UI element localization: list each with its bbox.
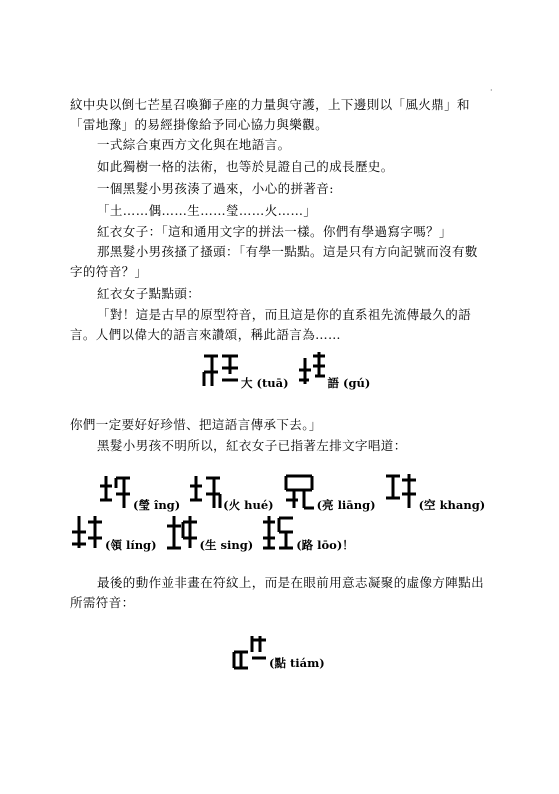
rune-glyph-liang: [282, 472, 316, 512]
symbol-row-1: [202, 350, 378, 390]
paragraph-12: 最後的動作並非畫在符紋上，而是在眼前用意志凝聚的虛像方陣點出所需符音：: [70, 575, 485, 610]
symbol-label: (生 sing): [199, 538, 254, 552]
paragraph-11: 黑髮小男孩不明所以，紅衣女子已指著左排文字唱道：: [97, 438, 407, 453]
rune-glyph-ing: [98, 472, 132, 512]
symbol-label: (火 hué): [223, 498, 274, 512]
paragraph-9: 「對！這是古早的原型符音，而且這是你的直系祖先流傳最久的語言。人們以偉大的語言來讚頌，稱此語言為……: [70, 307, 472, 342]
paragraph-8: 紅衣女子點點頭：: [97, 286, 201, 301]
symbol-label: (瑩 îng): [133, 498, 181, 512]
rune-glyph-sing: [165, 512, 199, 552]
symbol-row-2: [98, 472, 493, 512]
symbol-label: (領 líng): [105, 538, 157, 552]
symbol-row-4: [232, 632, 333, 670]
rune-glyph-2: [297, 350, 327, 390]
paragraph-3: 如此獨樹一格的法術，也等於見證自己的成長歷史。: [97, 159, 394, 174]
paragraph-10: 你們一定要好好珍惜、把這語言傳承下去。」: [70, 417, 322, 432]
paragraph-5: 「土……偶……生……瑩……火……」: [97, 203, 317, 218]
symbol-label: (空 khang): [418, 498, 486, 512]
paragraph-7: 那黑髮小男孩搔了搔頭：「有學一點點。這是只有方向記號而沒有數字的符音？」: [70, 244, 478, 279]
rune-glyph-hue: [188, 472, 222, 512]
paragraph-1: 紋中央以倒七芒星召喚獅子座的力量與守護，上下邊則以「風火鼎」和「雷地豫」的易經掛像給予同心協力與樂觀。: [70, 97, 470, 132]
rune-glyph-1: [202, 350, 240, 390]
symbol-label: 大 (tuā): [241, 376, 289, 390]
paragraph-2: 一式綜合東西方文化與在地語言。: [97, 137, 291, 152]
symbol-row-3: [70, 512, 362, 552]
symbol-label: (路 lōo)！: [296, 538, 354, 552]
symbol-label: (點 tiám): [269, 656, 325, 670]
rune-glyph-ling: [70, 512, 104, 552]
symbol-label: 語 (gú): [327, 376, 371, 390]
rune-glyph-tiam: [232, 632, 268, 670]
paragraph-4: 一個黑髮小男孩湊了過來，小心的拼著音:: [97, 181, 334, 196]
symbol-label: (亮 liāng): [316, 498, 376, 512]
rune-glyph-khang: [384, 472, 418, 512]
paragraph-6: 紅衣女子：「這和通用文字的拼法一樣。你們有學過寫字嗎？」: [97, 224, 452, 239]
rune-glyph-loo: [261, 512, 295, 552]
corner-mark: ·: [490, 86, 493, 95]
